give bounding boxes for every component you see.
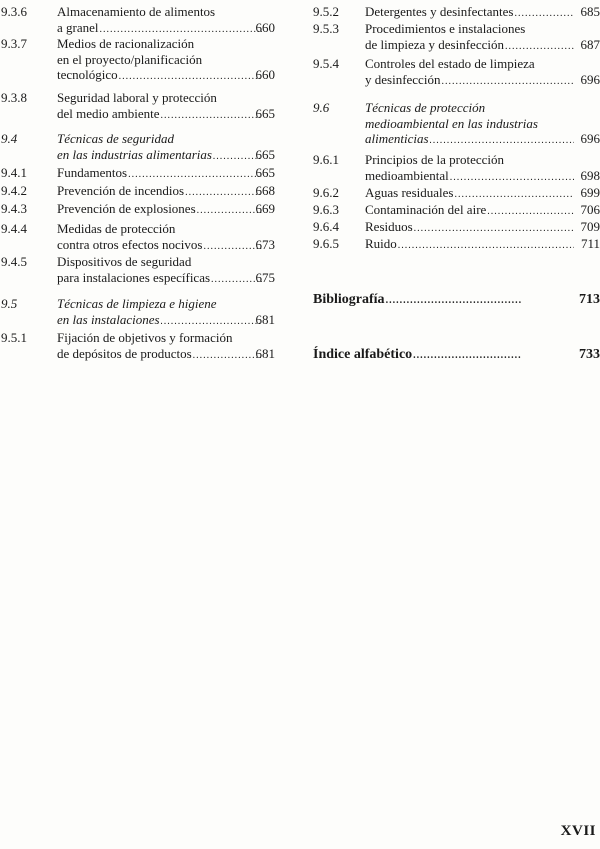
toc-entry-page: 696 (580, 71, 600, 87)
toc-entry-title-line: Fundamentos (57, 165, 128, 180)
toc-entry-page: 696 (580, 131, 600, 146)
toc-entry-title-line: Controles del estado de limpieza (365, 56, 535, 71)
toc-entry-number: 9.6.4 (313, 219, 339, 234)
toc-entry-title-line: contra otros efectos nocivos (57, 236, 203, 252)
toc-entry-number: 9.5.3 (313, 21, 339, 36)
dot-leader (430, 133, 574, 148)
toc-entry-number: 9.6.5 (313, 236, 339, 251)
toc-entry-title-line: a granel (57, 19, 99, 35)
toc-entry-number: 9.4 (1, 131, 18, 146)
toc-entry-title-line: medioambiental (365, 167, 449, 183)
dot-leader (450, 170, 574, 185)
toc-entry-title-line: Aguas residuales (365, 185, 454, 200)
dot-leader (487, 204, 574, 219)
toc-entry-number: 9.5.2 (313, 4, 339, 19)
toc-entry-title-line: Medidas de protección (57, 221, 176, 236)
toc-entry-title-line: para instalaciones específicas (57, 269, 211, 285)
toc-entry-title-line: Detergentes y desinfectantes (365, 4, 514, 19)
dot-leader (386, 293, 522, 308)
toc-entry-number: 9.6.2 (313, 185, 339, 200)
toc-entry-number: 9.4.5 (1, 254, 27, 269)
toc-entry-title-line: Ruido (365, 236, 397, 251)
dot-leader (398, 238, 574, 253)
toc-entry-title-line: medioambiental en las industrias (365, 115, 538, 131)
toc-entry-page: 675 (255, 269, 275, 285)
toc-entry-number: 9.5 (1, 296, 18, 311)
toc-entry-title-line: Técnicas de seguridad (57, 131, 174, 146)
toc-entry-title-line: Índice alfabético (313, 347, 413, 362)
toc-entry-number: 9.3.6 (1, 4, 27, 19)
dot-leader (505, 39, 574, 54)
toc-entry-title-line: Técnicas de protección (365, 100, 486, 115)
toc-entry-page: 711 (580, 236, 600, 251)
toc-entry-title-line: Técnicas de limpieza e higiene (57, 296, 217, 311)
toc-entry-page: 673 (255, 236, 275, 252)
toc-entry-title-line: alimenticias (365, 131, 429, 146)
toc-entry-title-line: de depósitos de productos (57, 345, 192, 361)
toc-entry-number: 9.6.3 (313, 202, 339, 217)
toc-entry-number: 9.4.1 (1, 165, 27, 180)
toc-entry-number: 9.4.2 (1, 183, 27, 198)
toc-entry-title-line: Contaminación del aire (365, 202, 487, 217)
toc-entry-title-line: tecnológico (57, 67, 118, 82)
toc-entry-title-line: Bibliografía (313, 292, 385, 307)
toc-entry-title-line: Prevención de explosiones (57, 201, 196, 216)
toc-entry-title-line: Prevención de incendios (57, 183, 185, 198)
toc-entry-page: 709 (580, 219, 600, 234)
toc-entry-page: 706 (580, 202, 600, 217)
dot-leader (514, 6, 574, 21)
toc-entry-number: 9.4.3 (1, 201, 27, 216)
toc-entry-number: 9.5.1 (1, 330, 27, 345)
toc-entry-page: 685 (580, 4, 600, 19)
toc-entry-title-line: de limpieza y desinfección (365, 36, 504, 52)
toc-entry-title-line: y desinfección (365, 71, 441, 87)
toc-entry-title-line: Medios de racionalización (57, 36, 195, 51)
toc-entry-title-line: Dispositivos de seguridad (57, 254, 192, 269)
toc-entry-number: 9.3.8 (1, 90, 27, 105)
dot-leader (413, 348, 522, 363)
toc-entry-page: 665 (255, 165, 275, 180)
toc-entry-page: 665 (255, 105, 275, 121)
toc-entry-number: 9.4.4 (1, 221, 27, 236)
toc-entry-page: 681 (255, 345, 275, 361)
toc-entry-title-line: Procedimientos e instalaciones (365, 21, 526, 36)
toc-entry-page: 687 (580, 36, 600, 52)
toc-entry-title-line: del medio ambiente (57, 105, 160, 121)
toc-entry-number: 9.5.4 (313, 56, 339, 71)
toc-entry-number: 9.6 (313, 100, 330, 115)
page-number: XVII (560, 823, 596, 839)
dot-leader (454, 187, 574, 202)
toc-entry-page: 660 (255, 67, 275, 82)
toc-entry-page: 713 (579, 292, 600, 307)
dot-leader (119, 69, 262, 84)
toc-entry-title-line: Fijación de objetivos y formación (57, 330, 233, 345)
toc-entry-page: 660 (255, 19, 275, 35)
toc-entry-page: 665 (255, 146, 275, 162)
dot-leader (128, 167, 262, 182)
toc-entry-page: 668 (255, 183, 275, 198)
toc-entry-number: 9.6.1 (313, 152, 339, 167)
toc-entry-page: 669 (255, 201, 275, 216)
dot-leader (441, 74, 574, 89)
toc-entry-title-line: Seguridad laboral y protección (57, 90, 217, 105)
toc-entry-title-line: Almacenamiento de alimentos (57, 4, 216, 19)
toc-entry-title-line: en las industrias alimentarias (57, 146, 212, 162)
toc-entry-title-line: en las instalaciones (57, 311, 160, 327)
dot-leader (100, 22, 262, 37)
toc-entry-page: 699 (580, 185, 600, 200)
toc-entry-page: 733 (579, 347, 600, 362)
toc-entry-title-line: en el proyecto/planificación (57, 51, 203, 67)
toc-entry-title-line: Principios de la protección (365, 152, 504, 167)
toc-entry-page: 681 (255, 311, 275, 327)
dot-leader (414, 221, 574, 236)
toc-entry-number: 9.3.7 (1, 36, 27, 51)
toc-entry-page: 698 (580, 167, 600, 183)
toc-entry-title-line: Residuos (365, 219, 413, 234)
